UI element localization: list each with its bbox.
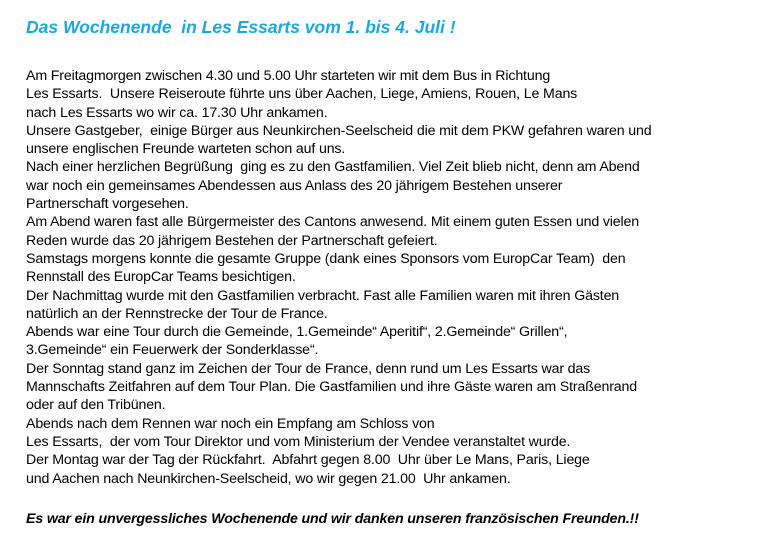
text-line: Abends war eine Tour durch die Gemeinde, 1.Gemeinde“ Aperitif“, 2.Gemeinde“ Grillen“, <box>26 324 568 341</box>
report-body <box>26 67 766 488</box>
text-line: Am Abend waren fast alle Bürgermeister des Cantons anwesend. Mit einem guten Essen und vielen <box>26 214 640 231</box>
text-line: Nach einer herzlichen Begrüßung ging es zu den Gastfamilien. Viel Zeit blieb nicht, denn am Abend <box>26 159 640 176</box>
text-line: Unsere Gastgeber, einige Bürger aus Neunkirchen-Seelscheid die mit dem PKW gefahren waren und <box>26 122 652 139</box>
text-line: war noch ein gemeinsames Abendessen aus Anlass des 20 jährigem Bestehen unserer <box>26 177 563 194</box>
text-line: Reden wurde das 20 jährigem Bestehen der Partnerschaft gefeiert. <box>26 232 438 249</box>
text-line: Les Essarts. Unsere Reiseroute führte uns über Aachen, Liege, Amiens, Rouen, Le Mans <box>26 86 578 103</box>
text-line: nach Les Essarts wo wir ca. 17.30 Uhr ankamen. <box>26 104 328 121</box>
text-line: oder auf den Tribünen. <box>26 397 166 414</box>
text-line: Partnerschaft vorgesehen. <box>26 196 189 213</box>
text-line: Samstags morgens konnte die gesamte Gruppe (dank eines Sponsors vom EuropCar Team) den <box>26 250 626 267</box>
text-line: unsere englischen Freunde warteten schon auf uns. <box>26 141 346 158</box>
text-line: Am Freitagmorgen zwischen 4.30 und 5.00 Uhr starteten wir mit dem Bus in Richtung <box>26 68 551 84</box>
page-title: Das Wochenende in Les Essarts vom 1. bis 4. Juli ! <box>26 17 456 37</box>
text-line: Abends nach dem Rennen war noch ein Empfang am Schloss von <box>26 415 435 432</box>
text-line: natürlich an der Rennstrecke der Tour de France. <box>26 305 328 322</box>
text-line: Rennstall des EuropCar Teams besichtigen. <box>26 269 296 286</box>
text-line: und Aachen nach Neunkirchen-Seelscheid, wo wir gegen 21.00 Uhr ankamen. <box>26 470 511 487</box>
closing-statement: Es war ein unvergessliches Wochenende und wir danken unseren französischen Freunden.!! <box>26 511 639 527</box>
text-line: Der Montag war der Tag der Rückfahrt. Abfahrt gegen 8.00 Uhr über Le Mans, Paris, Liege <box>26 452 590 469</box>
text-line: Les Essarts, der vom Tour Direktor und vom Ministerium der Vendee veranstaltet wurde. <box>26 433 571 450</box>
text-line: 3.Gemeinde“ ein Feuerwerk der Sonderklasse“. <box>26 342 319 359</box>
text-line: Der Sonntag stand ganz im Zeichen der Tour de France, denn rund um Les Essarts war das <box>26 360 591 377</box>
text-line: Der Nachmittag wurde mit den Gastfamilien verbracht. Fast alle Familien waren mit ihren Gästen <box>26 287 620 304</box>
text-line: Mannschafts Zeitfahren auf dem Tour Plan. Die Gastfamilien und ihre Gäste waren am Straßenrand <box>26 379 637 396</box>
